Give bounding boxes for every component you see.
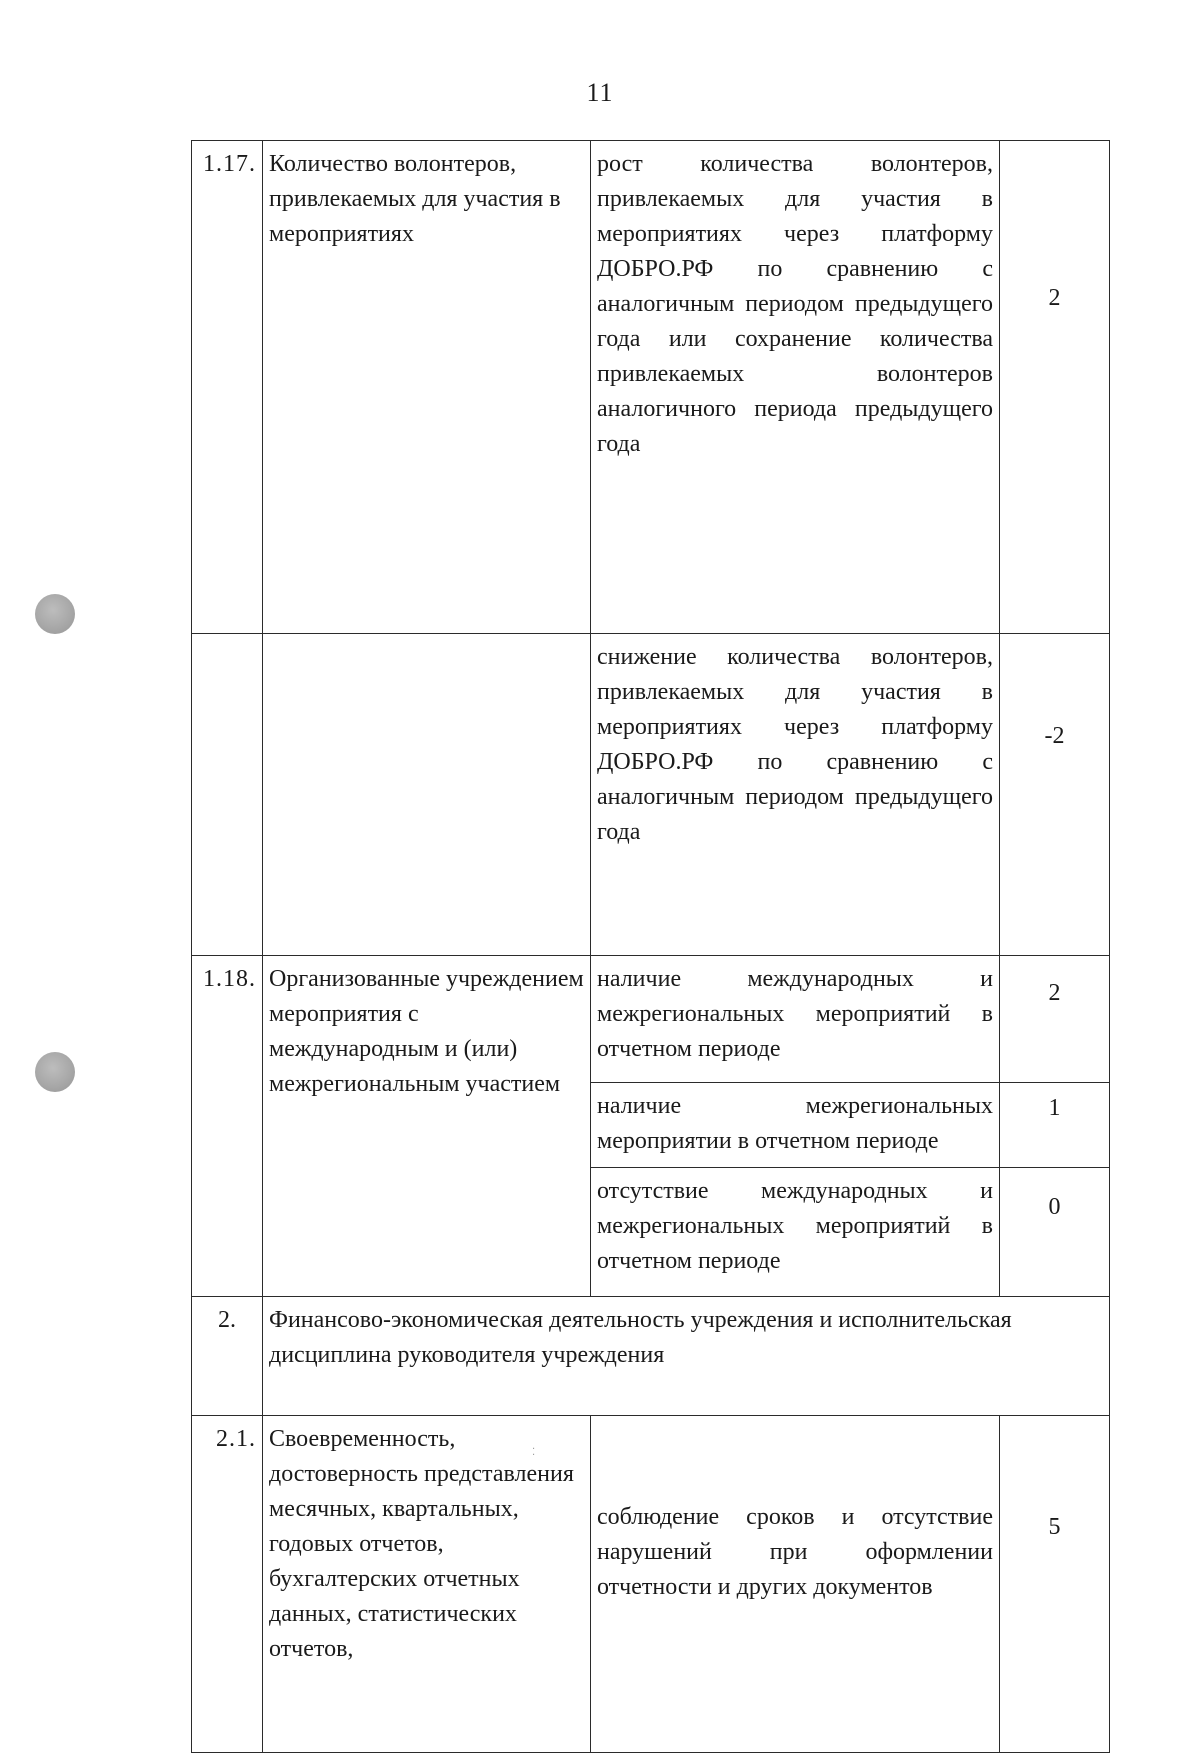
table-row-1-18 — [192, 956, 1110, 1083]
table-row-1-17-b — [192, 634, 1110, 956]
score-value: 0 — [1000, 1168, 1110, 1297]
criterion-text: снижение количества волонтеров, привлекаемых для участия в мероприятиях через платформу ДОБРО.РФ по сравнению с аналогичным периодом предыдущего года — [591, 634, 1000, 956]
criterion-text: рост количества волонтеров, привлекаемых для участия в мероприятиях через платформу ДОБРО.РФ по сравнению с аналогичным периодом предыдущего года или сохранение количества привлекаемых волонтеров аналогичного периода предыдущего года — [591, 141, 1000, 634]
row-number: 1.18. — [192, 956, 263, 1297]
page-number: 11 — [586, 78, 614, 107]
scan-speck: ⁚ — [532, 1447, 536, 1458]
punch-hole-bottom — [35, 1052, 75, 1092]
criterion-text: наличие межрегиональных мероприятии в отчетном периоде — [591, 1083, 1000, 1168]
score-value: 2 — [1000, 141, 1110, 634]
criteria-table — [191, 140, 1110, 1753]
indicator-name: Организованные учреждением мероприятия с международным и (или) межрегиональным участием — [263, 956, 591, 1297]
empty-cell — [263, 634, 591, 956]
score-value: -2 — [1000, 634, 1110, 956]
row-number: 2.1. — [192, 1416, 263, 1753]
table-row-1-17 — [192, 141, 1110, 634]
criterion-text: наличие международных и межрегиональных мероприятий в отчетном периоде — [591, 956, 1000, 1083]
criterion-text: отсутствие международных и межрегиональных мероприятий в отчетном периоде — [591, 1168, 1000, 1297]
table-row-2-1 — [192, 1416, 1110, 1753]
section-number: 2. — [192, 1297, 263, 1416]
indicator-name: Количество волонтеров, привлекаемых для участия в мероприятиях — [263, 141, 591, 634]
criterion-text: соблюдение сроков и отсутствие нарушений при оформлении отчетности и других документов — [591, 1416, 1000, 1753]
empty-cell — [192, 634, 263, 956]
indicator-name: Своевременность, достоверность представления месячных, квартальных, годовых отчетов, бухгалтерских отчетных данных, статистических отчетов, — [263, 1416, 591, 1753]
score-value: 5 — [1000, 1416, 1110, 1753]
table-section-row-2 — [192, 1297, 1110, 1416]
score-value: 2 — [1000, 956, 1110, 1083]
row-number: 1.17. — [192, 141, 263, 634]
score-value: 1 — [1000, 1083, 1110, 1168]
punch-hole-top — [35, 594, 75, 634]
section-title: Финансово-экономическая деятельность учреждения и исполнительская дисциплина руководителя учреждения — [263, 1297, 1110, 1416]
